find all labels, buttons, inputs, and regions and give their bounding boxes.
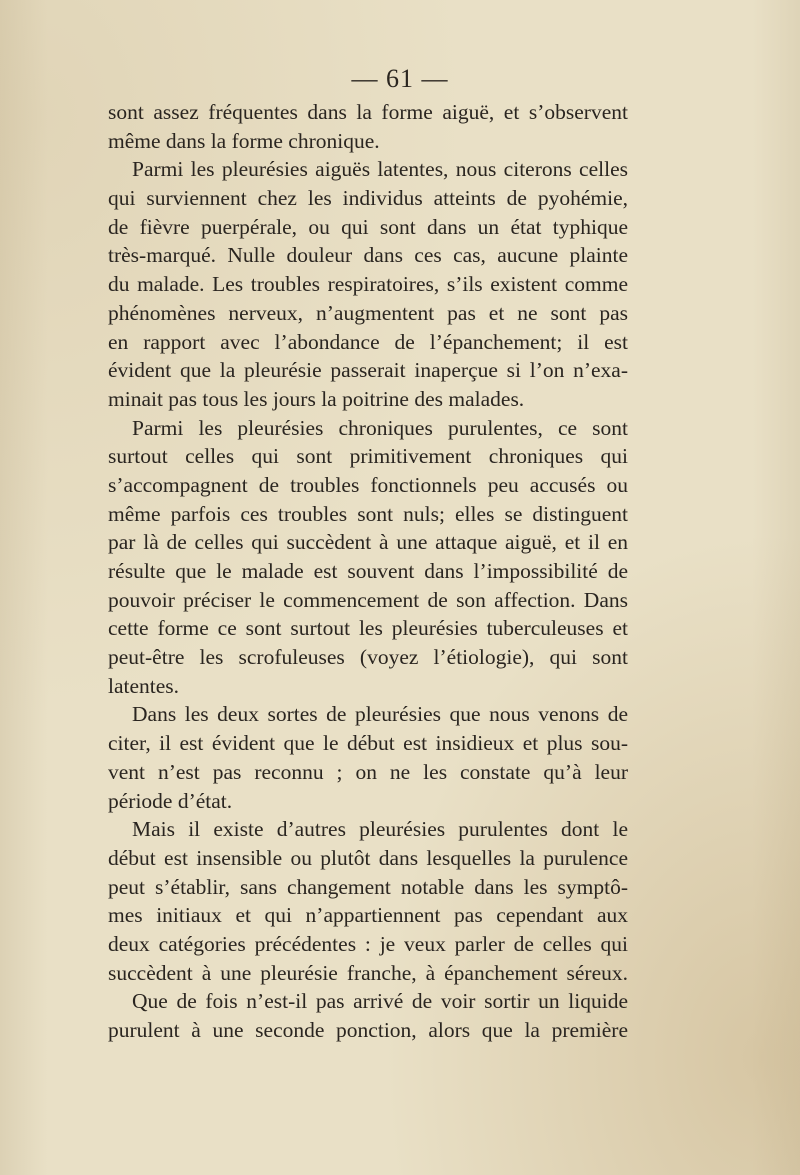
- text-line: phénomènes nerveux, n’augmentent pas et ne sont pas: [108, 300, 628, 325]
- text-line: surtout celles qui sont primitivement chroniques qui: [108, 444, 628, 469]
- body-text: [108, 98, 628, 1045]
- text-line: en rapport avec l’abondance de l’épanchement; il est: [108, 329, 628, 354]
- text-line: pouvoir préciser le commencement de son affection. Dans: [108, 587, 628, 612]
- text-line: sont assez fréquentes dans la forme aiguë, et s’observent: [108, 100, 628, 124]
- text-line: citer, il est évident que le début est insidieux et plus sou-: [108, 731, 628, 756]
- text-line: par là de celles qui succèdent à une attaque aiguë, et il en: [108, 530, 628, 555]
- text-line: résulte que le malade est souvent dans l’impossibilité de: [108, 559, 628, 583]
- text-line: peut-être les scrofuleuses (voyez l’étiologie), qui sont: [108, 645, 628, 670]
- text-line: purulent à une seconde ponction, alors que la première: [108, 1018, 628, 1042]
- text-line: minait pas tous les jours la poitrine des malades.: [108, 386, 525, 411]
- text-line: Que de fois n’est-il pas arrivé de voir sortir un liquide: [132, 989, 628, 1014]
- text-line: cette forme ce sont surtout les pleurésies tuberculeuses et: [108, 616, 628, 641]
- text-line: Parmi les pleurésies aiguës latentes, nous citerons celles: [132, 157, 628, 182]
- text-line: peut s’établir, sans changement notable dans les symptô-: [108, 874, 628, 899]
- text-line: très-marqué. Nulle douleur dans ces cas, aucune plainte: [108, 243, 628, 268]
- text-line: période d’état.: [108, 788, 233, 813]
- text-line: même dans la forme chronique.: [108, 128, 380, 153]
- text-line: évident que la pleurésie passerait inaperçue si l’on n’exa-: [108, 358, 628, 383]
- text-line: de fièvre puerpérale, ou qui sont dans un état typhique: [108, 214, 628, 239]
- text-line: latentes.: [108, 673, 180, 698]
- text-line: s’accompagnent de troubles fonctionnels peu accusés ou: [108, 472, 628, 497]
- text-line: début est insensible ou plutôt dans lesquelles la purulence: [108, 845, 628, 870]
- text-line: Mais il existe d’autres pleurésies purulentes dont le: [132, 817, 628, 842]
- text-line: qui surviennent chez les individus atteints de pyohémie,: [108, 186, 628, 211]
- text-line: Dans les deux sortes de pleurésies que nous venons de: [132, 702, 628, 727]
- text-line: deux catégories précédentes : je veux parler de celles qui: [108, 931, 628, 956]
- text-line: même parfois ces troubles sont nuls; elles se distinguent: [108, 501, 628, 526]
- text-line: vent n’est pas reconnu ; on ne les constate qu’à leur: [108, 759, 628, 784]
- text-line: mes initiaux et qui n’appartiennent pas cependant aux: [108, 903, 628, 928]
- text-line: succèdent à une pleurésie franche, à épanchement séreux.: [108, 960, 628, 985]
- page-number: — 61 —: [351, 64, 449, 93]
- text-line: du malade. Les troubles respiratoires, s’ils existent comme: [108, 272, 628, 297]
- text-line: Parmi les pleurésies chroniques purulentes, ce sont: [132, 415, 628, 440]
